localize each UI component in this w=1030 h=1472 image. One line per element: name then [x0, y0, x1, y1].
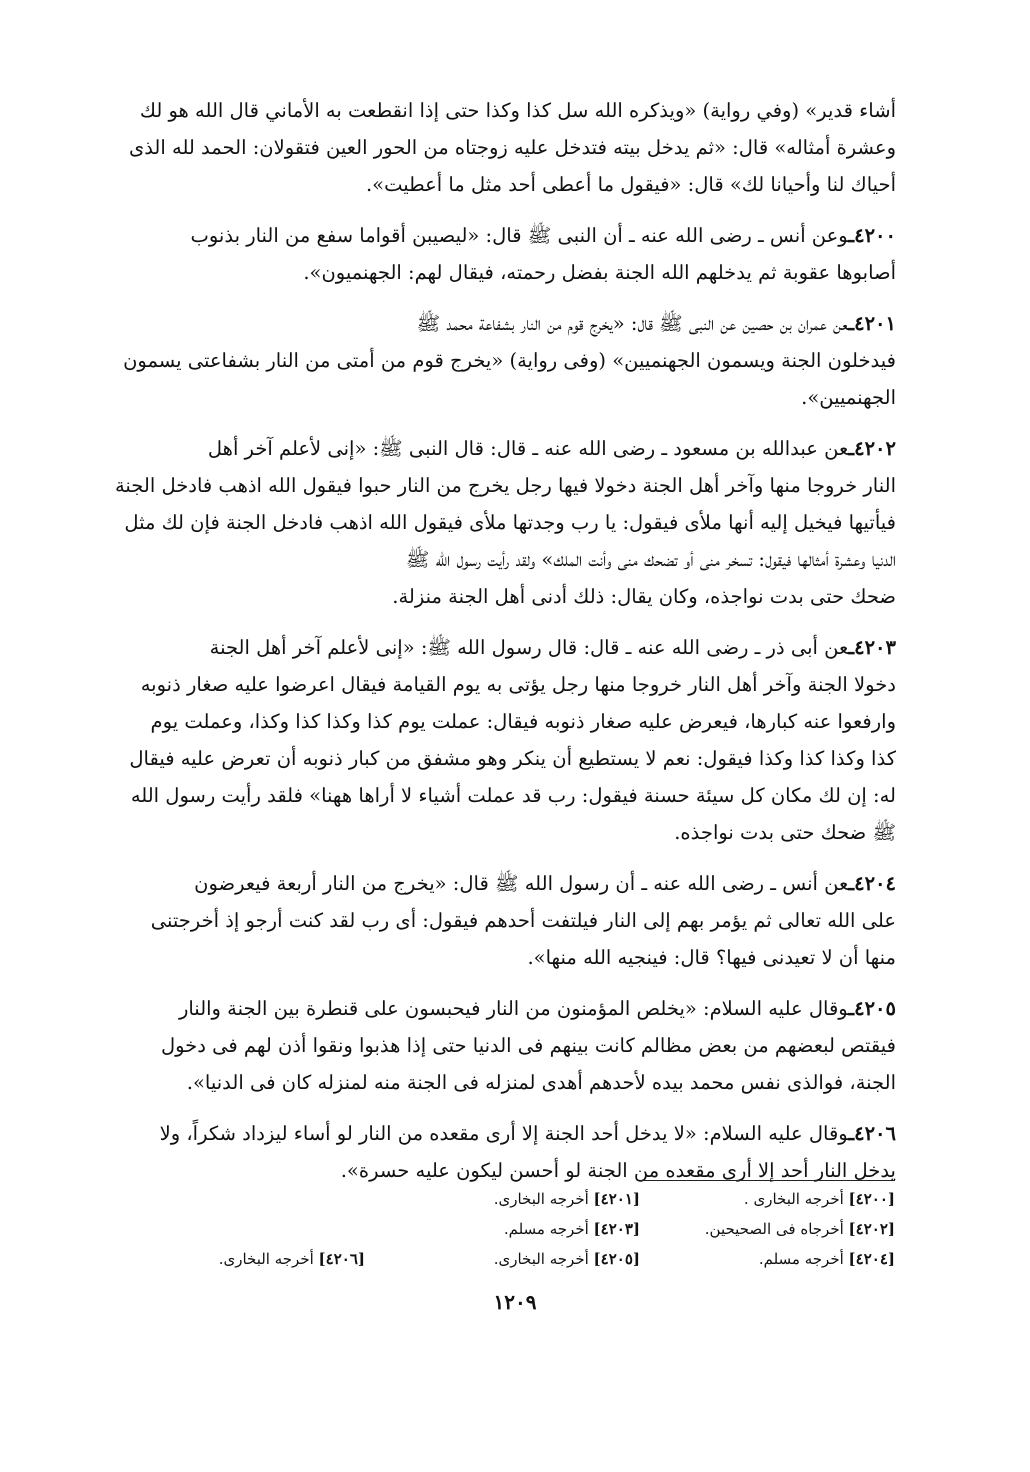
hadith-paragraph-4206: [96, 1115, 896, 1189]
text-line: فيدخلون الجنة ويسمون الجهنميين» (وفى رواية) «يخرج قوم من أمتى من النار بشفاعتى يسمون: [123, 349, 896, 372]
text-line: [96, 865, 896, 902]
text-line: وعشرة أمثاله» قال: «ثم يدخل بيته فتدخل عليه زوجتاه من الحور العين فتقولان: الحمد لله الذى: [128, 136, 896, 159]
text-line: ضحك حتى بدت نواجذه، وكان يقال: ذلك أدنى أهل الجنة منزلة.: [392, 585, 896, 608]
footnote-row: [100, 1184, 895, 1214]
hadith-paragraph-4205: [96, 990, 896, 1101]
text-line: [96, 305, 896, 342]
text-line: الجهنميين».: [801, 386, 896, 409]
text-line-content: عن أنس ـ رضى الله عنه ـ أن رسول الله ﷺ قال: «يخرج من النار أربعة فيعرضون: [194, 872, 849, 895]
text-line: [96, 1115, 896, 1152]
hadith-paragraph-4201: [96, 305, 896, 416]
footnote-row: [100, 1244, 895, 1274]
text-line: أصابوها عقوبة ثم يدخلهم الله الجنة بفضل رحمته، فيقال لهم: الجهنميون».: [303, 261, 896, 284]
text-line: أحياك لنا وأحيانا لك» قال: «فيقول ما أعطى أحد مثل ما أعطيت».: [365, 173, 896, 196]
page-number: ١٢٠٩: [493, 1290, 537, 1314]
text-line: على الله تعالى ثم يؤمر بهم إلى النار فيلتفت أحدهم فيقول: أى رب لقد كنت أرجو إذ أخرجتنى: [150, 909, 896, 932]
footnote-4200: [٤٢٠٠] أخرجه البخارى .: [743, 1190, 895, 1208]
hadith-paragraph-4200: [96, 217, 896, 291]
footnote-4206: [٤٢٠٦] أخرجه البخارى.: [218, 1250, 365, 1268]
footnote-4205: [٤٢٠٥] أخرجه البخارى.: [493, 1250, 640, 1268]
text-line: منها أن لا تعيدنى فيها؟ قال: فينجيه الله منها».: [527, 946, 896, 969]
hadith-number: ٤٢٠٠ـ: [848, 224, 896, 247]
hadith-paragraph-4204: [96, 865, 896, 976]
text-line: كذا وكذا كذا وكذا فيقول: نعم لا يستطيع أن ينكر وهو مشفق من كبار ذنوبه أن تعرض عليه فيقال: [129, 747, 896, 770]
hadith-number: ٤٢٠٤ـ: [848, 872, 896, 895]
text-line-content: عن أبى ذر ـ رضى الله عنه ـ قال: قال رسول الله ﷺ: «إنى لأعلم آخر أهل الجنة: [209, 636, 849, 659]
hadith-number: ٤٢٠٢ـ: [848, 437, 896, 460]
footnotes: [100, 1184, 895, 1274]
text-line: [96, 990, 896, 1027]
hadith-number: ٤٢٠١ـ: [848, 312, 896, 335]
text-line: [96, 217, 896, 254]
footnote-4203: [٤٢٠٣] أخرجه مسلم.: [503, 1220, 640, 1238]
text-line-content: عن عمران بن حصين عن النبى ﷺ قال: «يخرج قوم من النار بشفاعة محمد ﷺ: [416, 312, 849, 335]
text-line-content: عن عبدالله بن مسعود ـ رضى الله عنه ـ قال: قال النبى ﷺ: «إنى لأعلم آخر أهل: [207, 437, 849, 460]
hadith-number: ٤٢٠٥ـ: [848, 997, 896, 1020]
hadith-paragraph-4202: [96, 430, 896, 615]
hadith-paragraph-4203: [96, 629, 896, 851]
text-line-content: وقال عليه السلام: «يخلص المؤمنون من النار فيحبسون على قنطرة بين الجنة والنار: [178, 997, 849, 1020]
hadith-paragraph-continuation: [96, 92, 896, 203]
text-line: أشاء قدير» (وفي رواية) «ويذكره الله سل كذا وكذا حتى إذا انقطعت به الأماني قال الله هو لك: [139, 99, 896, 122]
text-line-content: وقال عليه السلام: «لا يدخل أحد الجنة إلا أرى مقعده من النار لو أساء ليزداد شكراً، ولا: [159, 1122, 849, 1145]
footnote-4204: [٤٢٠٤] أخرجه مسلم.: [758, 1250, 895, 1268]
text-line: فيأتيها فيخيل إليه أنها ملأى فيقول: يا رب وجدتها ملأى فيقول الله اذهب فادخل الجنة فإن لك مثل: [124, 511, 896, 534]
footnote-row: [100, 1214, 895, 1244]
text-line: ﷺ ضحك حتى بدت نواجذه.: [674, 821, 896, 844]
footnote-4202: [٤٢٠٢] أخرجاه فى الصحيحين.: [704, 1220, 895, 1238]
hadith-number: ٤٢٠٦ـ: [848, 1122, 896, 1145]
main-text: [96, 92, 896, 1203]
text-line: دخولا الجنة وآخر أهل النار خروجا منها رجل يؤتى به يوم القيامة فيقال اعرضوا عليه صغار ذنوبه: [140, 673, 896, 696]
text-line: الدنيا وعشرة أمثالها فيقول: تسخر منى أو تضحك منى وأنت الملك» ولقد رأيت رسول الله ﷺ: [405, 548, 896, 571]
text-line: [96, 629, 896, 666]
text-line: له: إن لك مكان كل سيئة حسنة فيقول: رب قد عملت أشياء لا أراها ههنا» فلقد رأيت رسول الله: [130, 784, 896, 807]
text-line: النار خروجا منها وآخر أهل الجنة دخولا فيها رجل يخرج من النار حبوا فيقول الله اذهب فادخل الجنة: [114, 474, 896, 497]
text-line-content: وعن أنس ـ رضى الله عنه ـ أن النبى ﷺ قال: «ليصيبن أقواما سفع من النار بذنوب: [190, 224, 849, 247]
text-line: الجنة، فوالذى نفس محمد بيده لأحدهم أهدى لمنزله فى الجنة منه لمنزله كان فى الدنيا».: [186, 1071, 896, 1094]
footnote-divider: [640, 1180, 895, 1181]
text-line: [96, 430, 896, 467]
text-line: فيقتص لبعضهم من بعض مظالم كانت بينهم فى الدنيا حتى إذا هذبوا ونقوا أذن لهم فى دخول: [160, 1034, 896, 1057]
text-line: يدخل النار أحد إلا أرى مقعده من الجنة لو أحسن ليكون عليه حسرة».: [340, 1159, 896, 1182]
footnote-4201: [٤٢٠١] أخرجه البخارى.: [493, 1190, 640, 1208]
hadith-number: ٤٢٠٣ـ: [848, 636, 896, 659]
text-line: وارفعوا عنه كبارها، فيعرض عليه صغار ذنوبه فيقال: عملت يوم كذا وكذا كذا وكذا، وعملت يوم: [150, 710, 896, 733]
